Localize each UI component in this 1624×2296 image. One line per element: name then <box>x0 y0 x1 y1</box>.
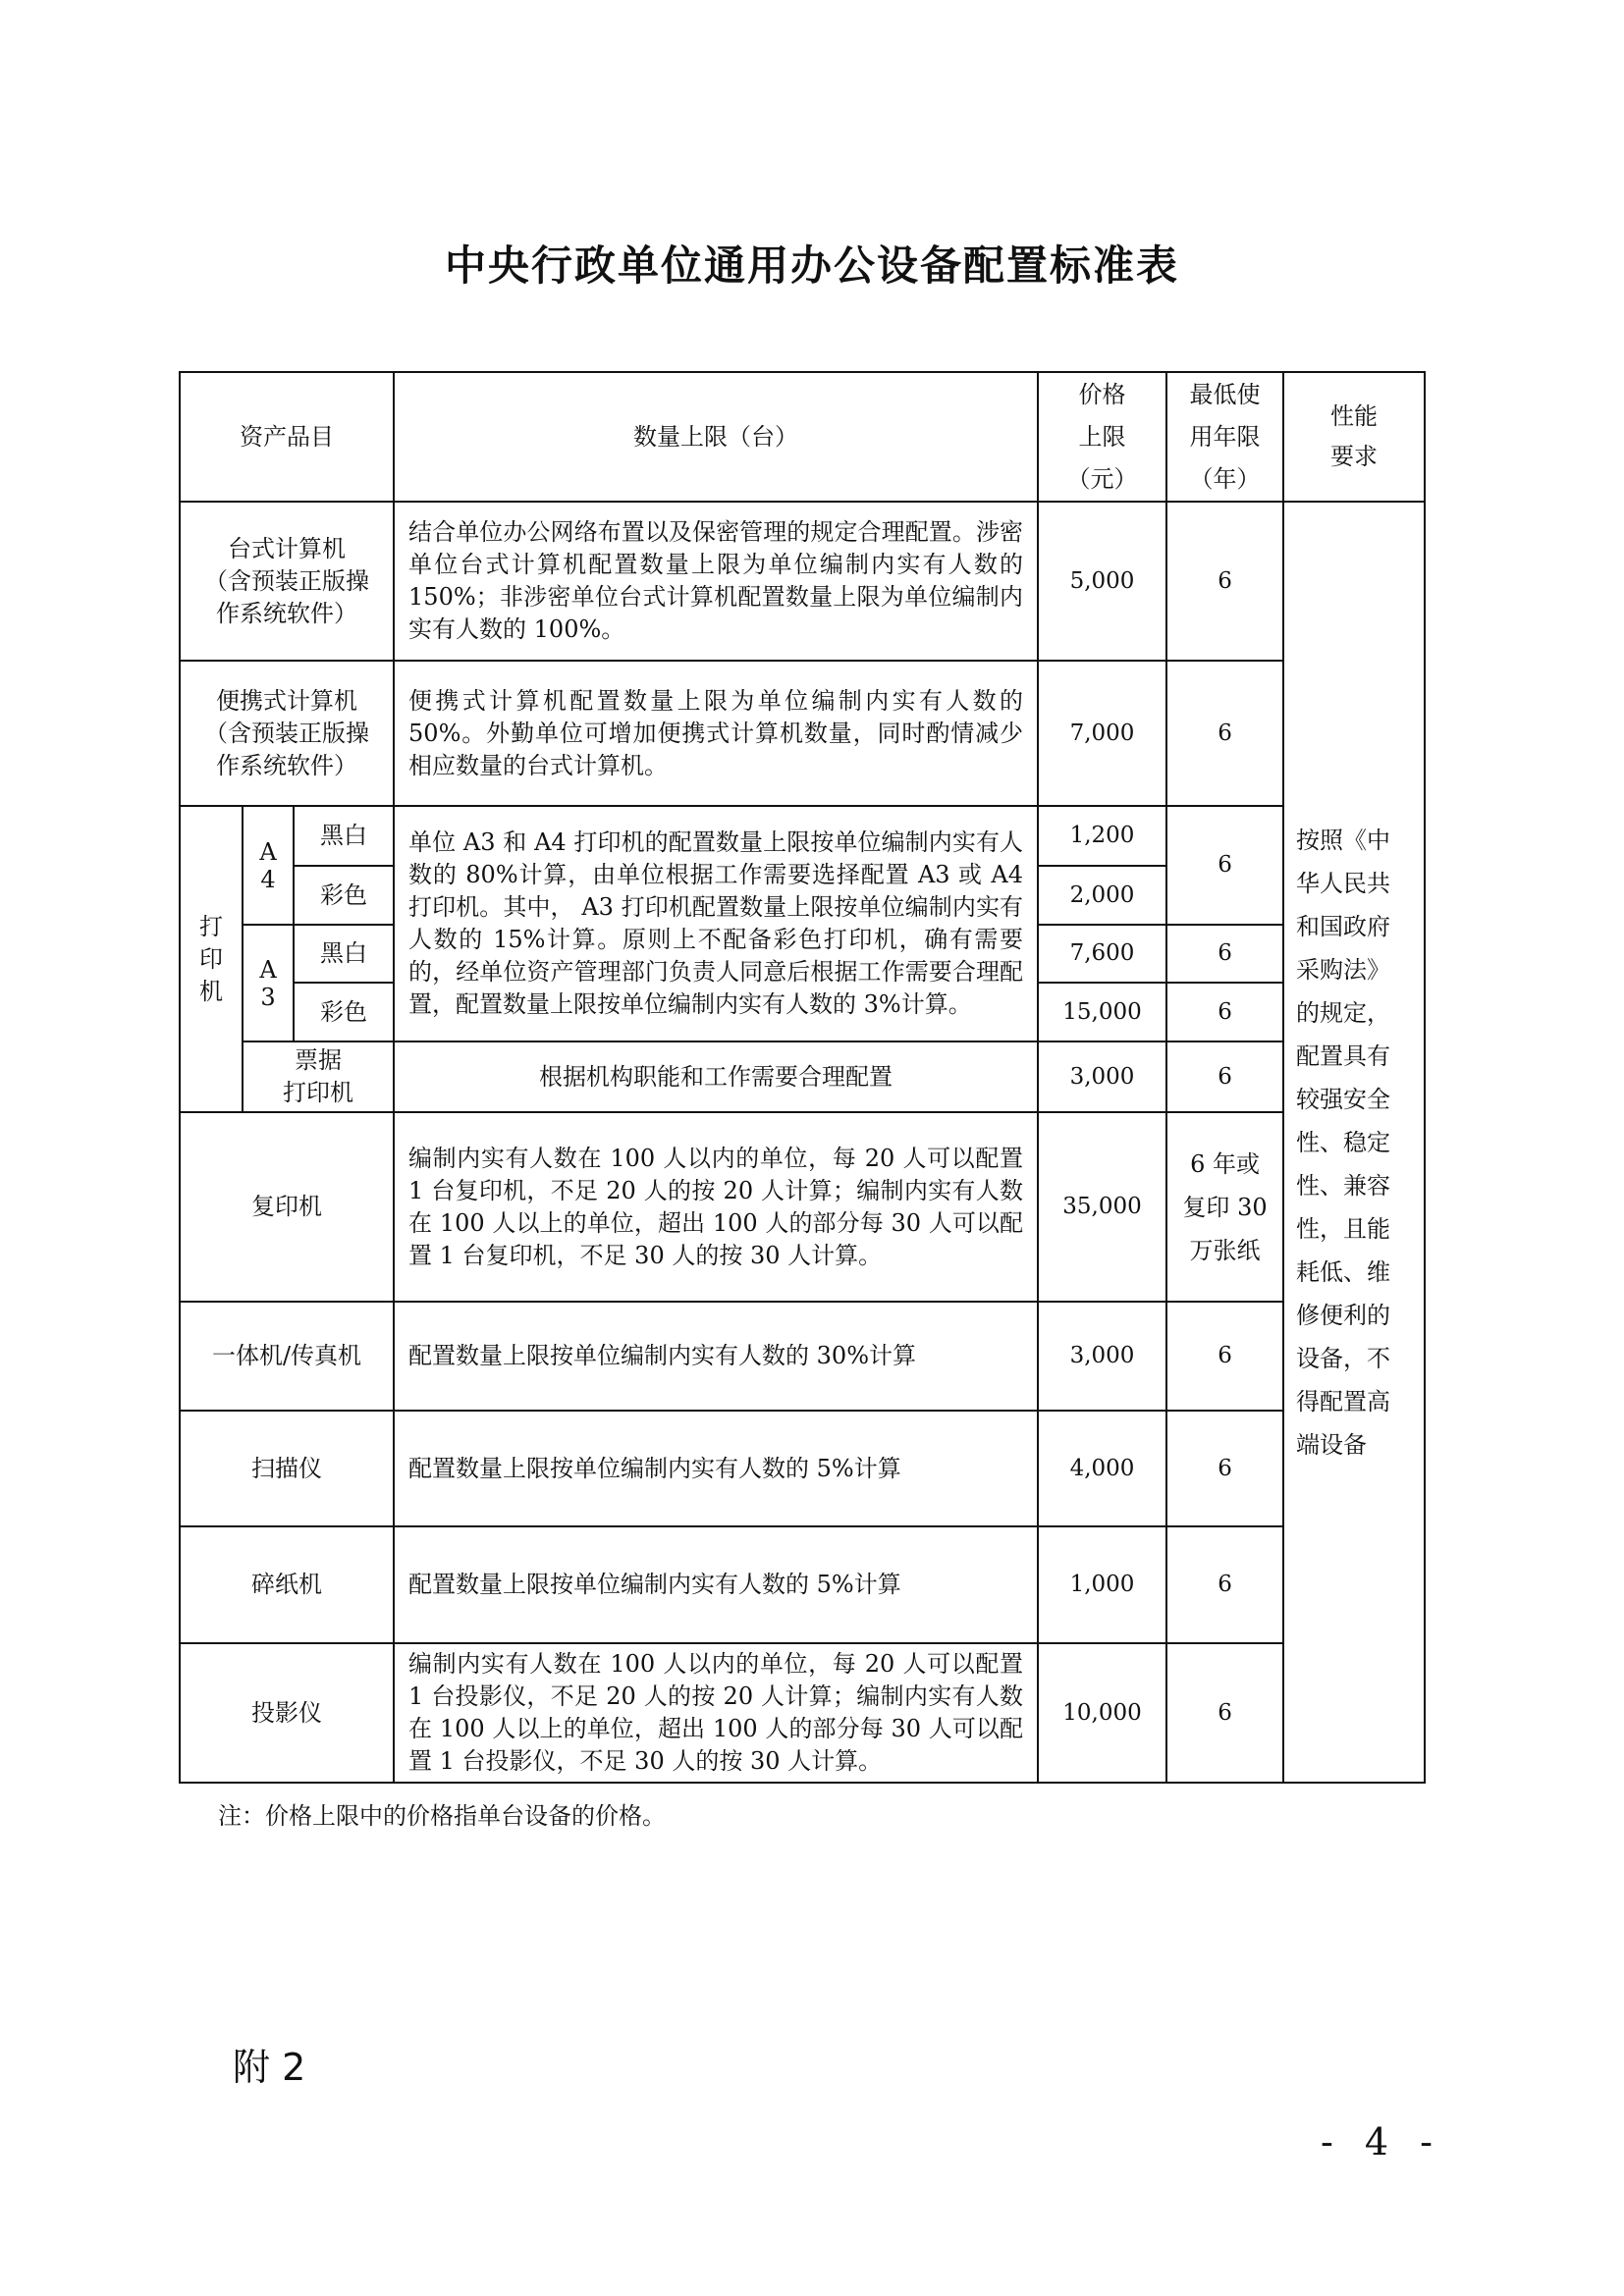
header-perf-line1: 性能 <box>1330 402 1379 430</box>
printer-a4-bw-label: 黑白 <box>294 806 394 866</box>
printer-a4-line1: A <box>259 837 277 866</box>
receipt-printer-name <box>243 1041 394 1112</box>
table-row-projector <box>180 1643 1425 1783</box>
scanner-name: 扫描仪 <box>180 1411 394 1526</box>
receipt-printer-quantity: 根据机构职能和工作需要合理配置 <box>394 1041 1038 1112</box>
desktop-name-line3: 作系统软件） <box>216 599 358 627</box>
printer-a4-bw-price: 1,200 <box>1038 806 1166 866</box>
printer-a4-label <box>243 806 294 925</box>
table-row-copier <box>180 1112 1425 1302</box>
laptop-name-line1: 便携式计算机 <box>216 686 358 715</box>
header-price-line2: 上限 <box>1078 422 1126 451</box>
header-life-line1: 最低使 <box>1189 380 1261 408</box>
receipt-printer-price: 3,000 <box>1038 1041 1166 1112</box>
printer-group-line2: 印 <box>199 944 223 973</box>
copier-life-line2: 复印 30 <box>1182 1193 1268 1221</box>
shredder-name: 碎纸机 <box>180 1526 394 1643</box>
shredder-price: 1,000 <box>1038 1526 1166 1643</box>
projector-name: 投影仪 <box>180 1643 394 1783</box>
printer-a3-color-price: 15,000 <box>1038 983 1166 1041</box>
header-perf-line2: 要求 <box>1330 443 1379 470</box>
header-category: 资产品目 <box>180 372 394 502</box>
printer-a3-label <box>243 925 294 1041</box>
printer-a4-life: 6 <box>1166 806 1283 925</box>
scanner-price: 4,000 <box>1038 1411 1166 1526</box>
table-row-scanner <box>180 1411 1425 1526</box>
header-price-line3: （元） <box>1066 464 1138 493</box>
table-row-desktop <box>180 502 1425 661</box>
page-number: - 4 - <box>1321 2120 1443 2163</box>
performance-requirement: 按照《中华人民共和国政府采购法》的规定，配置具有较强安全性、稳定性、兼容性，且能耗低、维修便利的设备，不得配置高端设备 <box>1283 502 1425 1783</box>
header-price <box>1038 372 1166 502</box>
desktop-name-line1: 台式计算机 <box>228 534 347 562</box>
projector-life: 6 <box>1166 1643 1283 1783</box>
copier-life-line3: 万张纸 <box>1189 1236 1261 1264</box>
fax-life: 6 <box>1166 1302 1283 1411</box>
printer-a3-bw-price: 7,600 <box>1038 925 1166 983</box>
receipt-printer-name-line1: 票据 <box>295 1046 343 1074</box>
laptop-name <box>180 661 394 806</box>
printer-group-label <box>180 806 243 1112</box>
desktop-quantity: 结合单位办公网络布置以及保密管理的规定合理配置。涉密单位台式计算机配置数量上限为单位编制内实有人数的 150%；非涉密单位台式计算机配置数量上限为单位编制内实有人数的 100%。 <box>394 502 1038 661</box>
laptop-quantity: 便携式计算机配置数量上限为单位编制内实有人数的 50%。外勤单位可增加便携式计算机数量，同时酌情减少相应数量的台式计算机。 <box>394 661 1038 806</box>
fax-name: 一体机/传真机 <box>180 1302 394 1411</box>
printer-a3-color-label: 彩色 <box>294 983 394 1041</box>
printer-a4-color-price: 2,000 <box>1038 866 1166 925</box>
printer-group-line1: 打 <box>199 912 223 940</box>
scanner-quantity: 配置数量上限按单位编制内实有人数的 5%计算 <box>394 1411 1038 1526</box>
fax-quantity: 配置数量上限按单位编制内实有人数的 30%计算 <box>394 1302 1038 1411</box>
table-note: 注：价格上限中的价格指单台设备的价格。 <box>218 1802 666 1830</box>
laptop-life: 6 <box>1166 661 1283 806</box>
page-title: 中央行政单位通用办公设备配置标准表 <box>444 241 1179 290</box>
laptop-price: 7,000 <box>1038 661 1166 806</box>
attachment-label: 附 2 <box>233 2046 306 2089</box>
table-row-printer-a4-bw <box>180 806 1425 866</box>
header-price-line1: 价格 <box>1078 380 1126 408</box>
printer-quantity: 单位 A3 和 A4 打印机的配置数量上限按单位编制内实有人数的 80%计算，由单位根据工作需要选择配置 A3 或 A4 打印机。其中， A3 打印机配置数量上限按单位编制内实有人数的 15%计算。原则上不配备彩色打印机，确有需要的，经单位资产管理部门负责人同意后根据工作需要合理配置，配置数量上限按单位编制内实有人数的 3%计算。 <box>394 806 1038 1041</box>
header-quantity: 数量上限（台） <box>394 372 1038 502</box>
header-life-line2: 用年限 <box>1189 422 1261 451</box>
receipt-printer-life: 6 <box>1166 1041 1283 1112</box>
laptop-name-line3: 作系统软件） <box>216 751 358 779</box>
projector-price: 10,000 <box>1038 1643 1166 1783</box>
header-performance <box>1283 372 1425 502</box>
header-life-line3: （年） <box>1189 464 1261 493</box>
shredder-life: 6 <box>1166 1526 1283 1643</box>
table-row-laptop <box>180 661 1425 806</box>
desktop-price: 5,000 <box>1038 502 1166 661</box>
copier-quantity: 编制内实有人数在 100 人以内的单位，每 20 人可以配置 1 台复印机，不足 20 人的按 20 人计算；编制内实有人数在 100 人以上的单位，超出 100 人的部分每 30 人可以配置 1 台复印机，不足 30 人的按 30 人计算。 <box>394 1112 1038 1302</box>
table-row-fax <box>180 1302 1425 1411</box>
projector-quantity: 编制内实有人数在 100 人以内的单位，每 20 人可以配置 1 台投影仪，不足 20 人的按 20 人计算；编制内实有人数在 100 人以上的单位，超出 100 人的部分每 30 人可以配置 1 台投影仪，不足 30 人的按 30 人计算。 <box>394 1643 1038 1783</box>
scanner-life: 6 <box>1166 1411 1283 1526</box>
shredder-quantity: 配置数量上限按单位编制内实有人数的 5%计算 <box>394 1526 1038 1643</box>
copier-name: 复印机 <box>180 1112 394 1302</box>
copier-life <box>1166 1112 1283 1302</box>
desktop-name-line2: （含预装正版操 <box>204 566 370 595</box>
printer-a4-line2: 4 <box>260 865 276 893</box>
header-life <box>1166 372 1283 502</box>
printer-a3-line2: 3 <box>260 983 276 1011</box>
fax-price: 3,000 <box>1038 1302 1166 1411</box>
printer-group-line3: 机 <box>199 977 223 1005</box>
printer-a3-bw-label: 黑白 <box>294 925 394 983</box>
receipt-printer-name-line2: 打印机 <box>283 1079 354 1106</box>
table-row-receipt-printer <box>180 1041 1425 1112</box>
equipment-standard-table <box>179 371 1426 1784</box>
copier-life-line1: 6 年或 <box>1190 1149 1260 1178</box>
desktop-name <box>180 502 394 661</box>
printer-a3-bw-life: 6 <box>1166 925 1283 983</box>
header-row <box>180 372 1425 502</box>
copier-price: 35,000 <box>1038 1112 1166 1302</box>
table-row-shredder <box>180 1526 1425 1643</box>
printer-a3-line1: A <box>259 955 277 984</box>
printer-a3-color-life: 6 <box>1166 983 1283 1041</box>
laptop-name-line2: （含预装正版操 <box>204 719 370 747</box>
printer-a4-color-label: 彩色 <box>294 866 394 925</box>
desktop-life: 6 <box>1166 502 1283 661</box>
